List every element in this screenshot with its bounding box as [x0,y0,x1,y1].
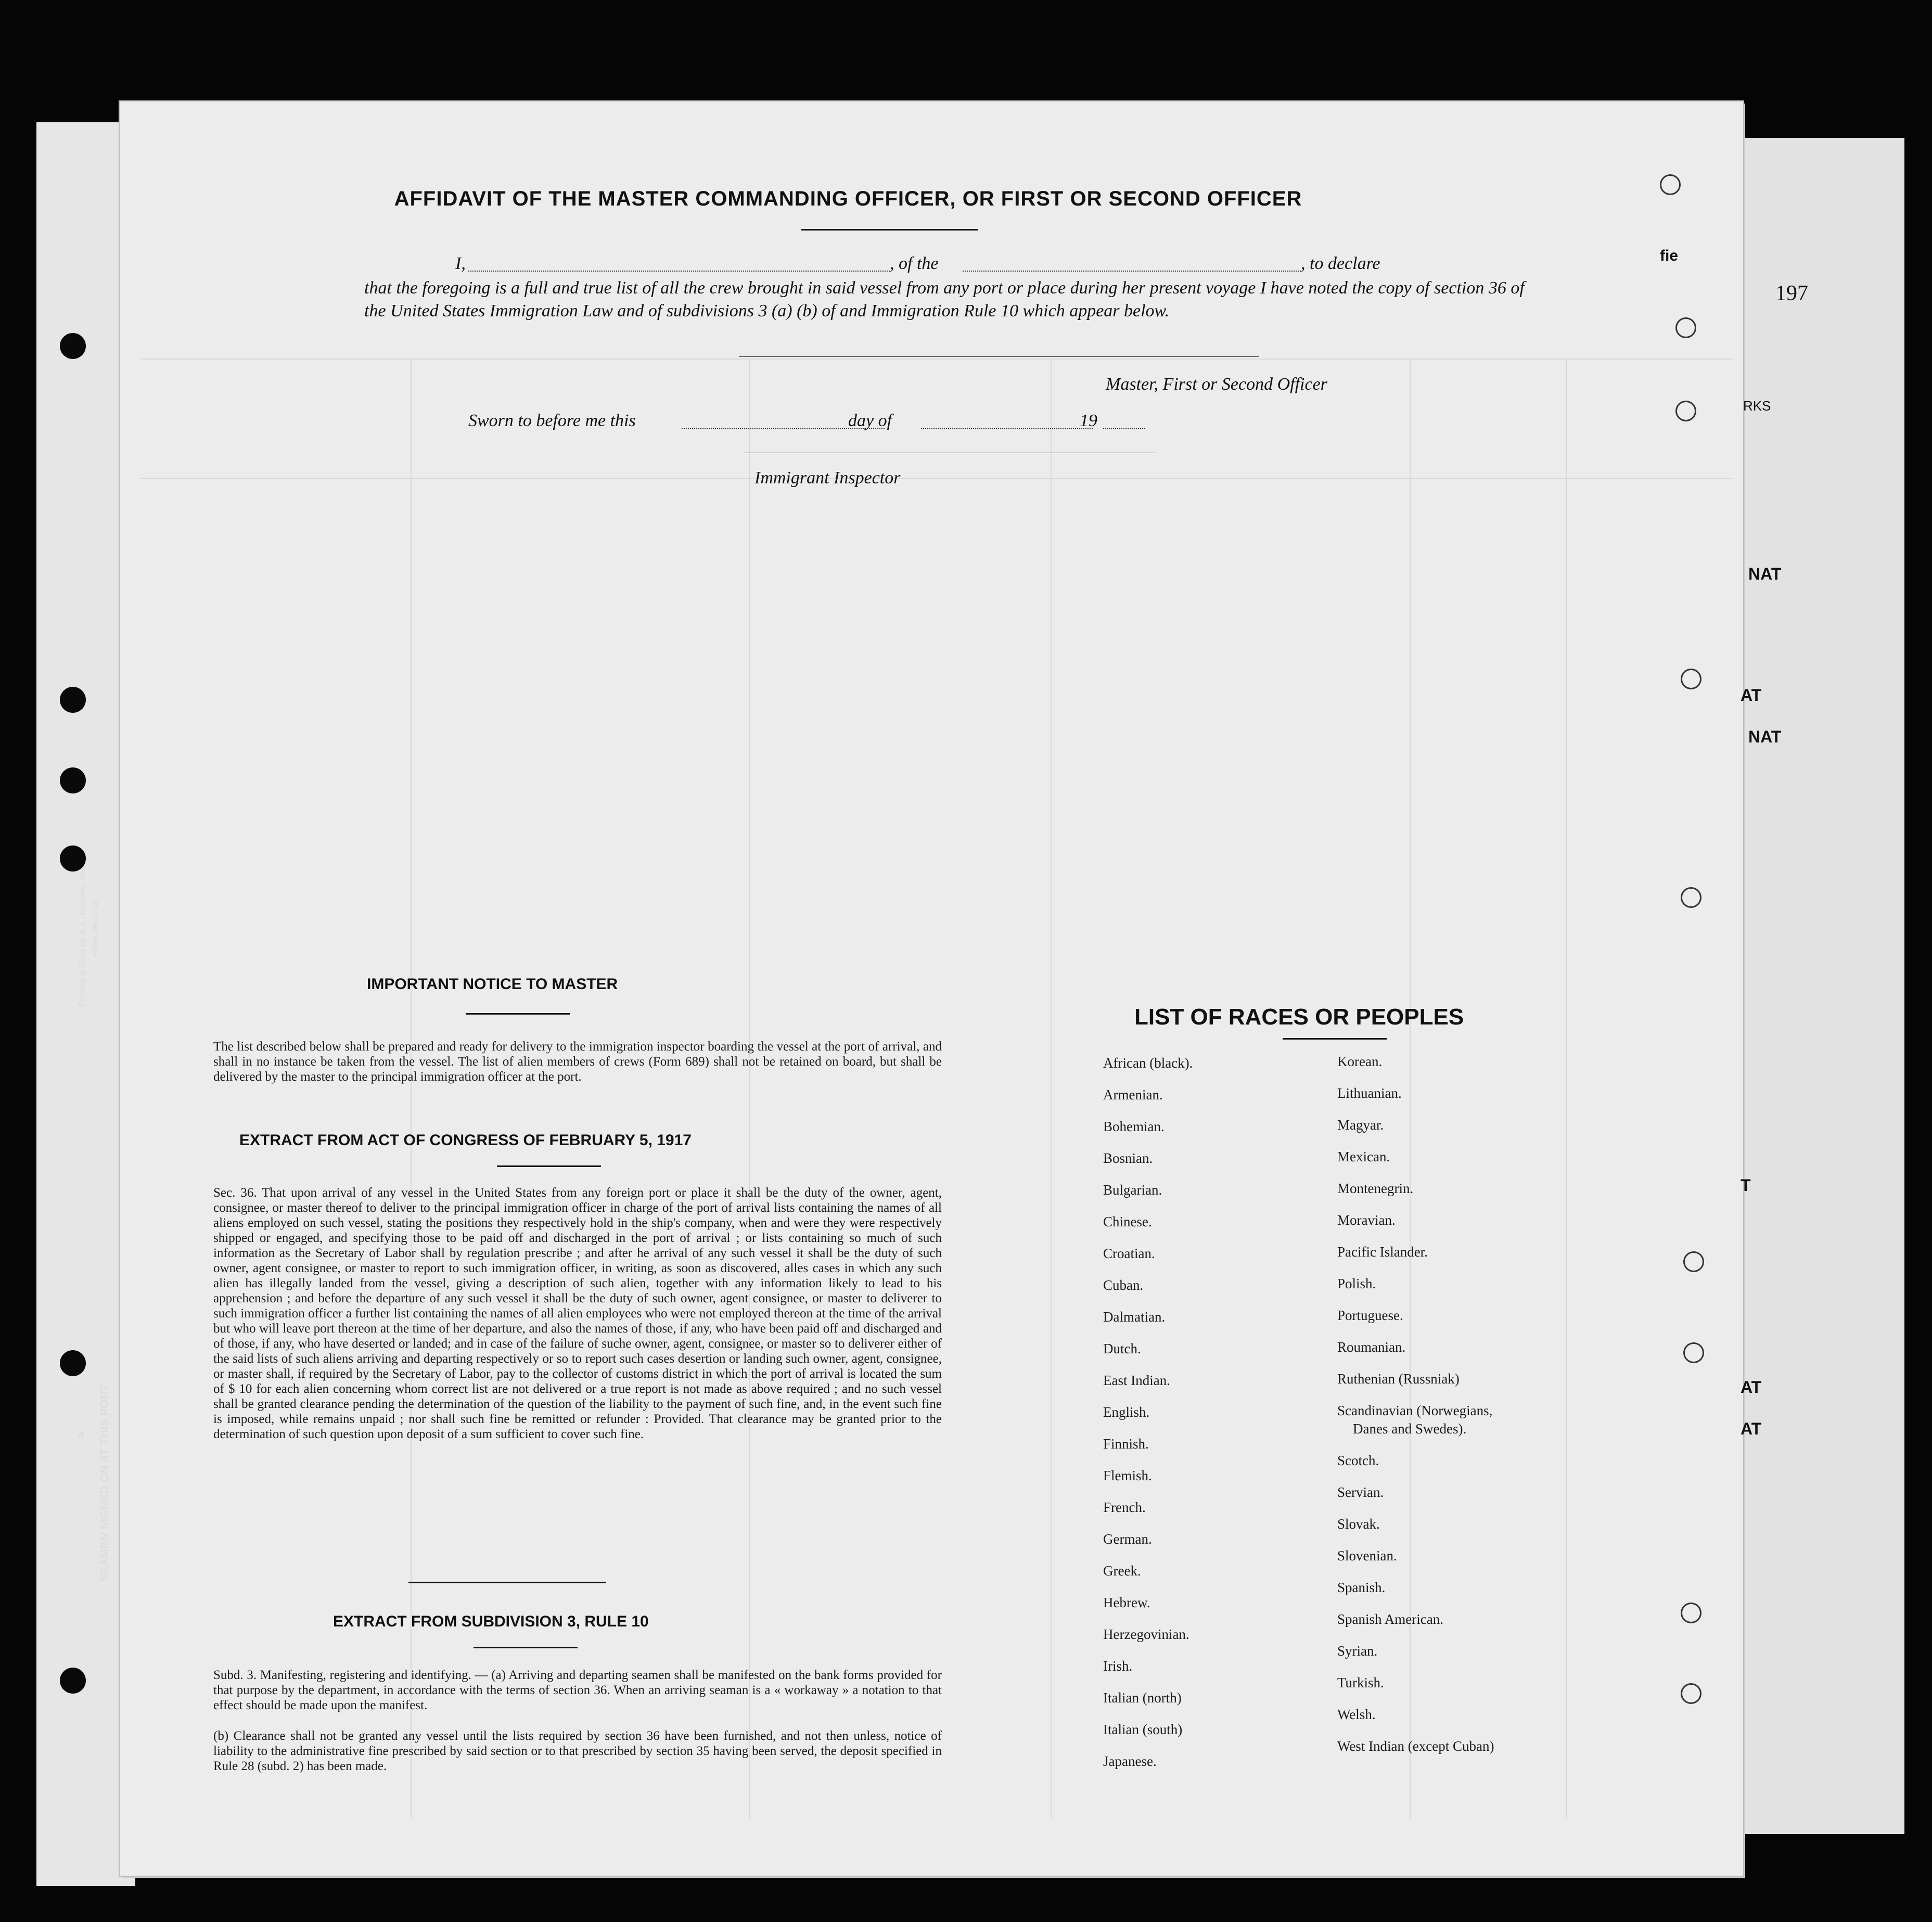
race-item: East Indian. [1103,1373,1170,1388]
race-item: Chinese. [1103,1214,1152,1229]
binder-hole [60,1350,86,1376]
binder-hole [60,1668,86,1694]
printer-imprint: Printed & Sold by A. L. Russell, Inc. [78,866,87,1007]
edge-fragment: AT [1741,1378,1762,1396]
race-item: Pacific Islander. [1337,1244,1428,1260]
race-item: Danes and Swedes). [1353,1421,1467,1437]
race-item: English. [1103,1404,1150,1420]
race-item: Spanish. [1337,1580,1386,1595]
race-item: Bulgarian. [1103,1182,1162,1198]
race-item: Korean. [1337,1054,1383,1069]
race-item: Syrian. [1337,1643,1378,1659]
edge-fragment: NAT [1748,565,1782,583]
vessel-blank[interactable] [963,271,1301,272]
declaration-text: that the foregoing is a full and true list of all the crew brought in said vessel from any port or place during her present voyage I have noted the copy of section 36 of the United States Immigration Law and of subdivisions 3 (a) (b) of and Immigration Rule 10 which appear below. [364,278,1525,321]
race-item: Portuguese. [1337,1308,1403,1323]
edge-fragment: RKS [1743,398,1771,414]
races-title: LIST OF RACES OR PEOPLES [1134,1004,1464,1030]
name-blank[interactable] [468,271,890,272]
act-extract-text: Sec. 36. That upon arrival of any vessel in the United States from any foreign port or place it shall be the duty of the owner, agent, consignee, or master thereof to deliver to the principal immigration officer in charge of the port of arrival lists containing the names of all aliens employed on such vessel, stating the positions they respectively hold in the ship's company, when and were they were respectively shipped or engaged, and specifying those to be paid off and discharged in the port of arrival ; or lists containing so much of such information as the Secretary of Labor shall by regulation prescribe ; and after he arrival of any such vessel it shall be the duty of such owner, agent consignee, or master to report to such immigration officer, in writing, as soon as discovered, alles cases in which any such alien has illegally landed from the vessel, giving a description of such alien, together with any information likely to lead to his apprehension ; and before the departure of any such vessel it shall be the duty of such owner, agent consignee, or master to deliverer to such immigration officer a further list containing the names of all alien employees who were not employed thereon at the time of the arrival but who will leave port thereon at the time of her departure, and also the names of those, if any, who have been paid off and discharged and of those, if any, who have deserted or landed; and in case of the failure of suche owner, agent, consignee, or master so to deliverer either of the said lists of such aliens arriving and departing respectively or so to report such cases desertion or landing such owner, agent, consignee, or master shall, if required by the Secretary of Labor, pay to the collector of customs district in which the port of arrival is located the sum of $ 10 for each alien concerning whom correct list are not delivered or a true report is not made as above required ; and no such vessel shall be granted clearance pending the determination of the question of the liability to the payment of such fine, and, in the event such fine is imposed, while remains unpaid ; nor shall such fine be remitted or refunder : Provided. That clearance may be granted prior to the determination of such question upon deposit of a sum sufficient to cover such fine. [213,1186,942,1441]
binder-hole [60,333,86,359]
race-item: Flemish. [1103,1468,1152,1483]
race-item: French. [1103,1500,1146,1515]
race-item: Hebrew. [1103,1595,1150,1610]
race-item: Bohemian. [1103,1119,1165,1134]
race-item: Polish. [1337,1276,1376,1291]
seamen-stamp: SEAMEN SIGNED ON AT THIS PORT [98,1383,111,1582]
ring-hole [1681,669,1701,689]
side-number: 4 [78,1428,85,1441]
binder-hole [60,767,86,793]
race-item: Moravian. [1337,1212,1396,1228]
race-item: Scotch. [1337,1453,1379,1468]
race-item: Lithuanian. [1337,1085,1402,1101]
race-item: Ruthenian (Russniak) [1337,1371,1460,1387]
i-label: I, [455,254,466,273]
notice-text: The list described below shall be prepared and ready for delivery to the immigration inspector boarding the vessel at the port of arrival, and shall in no instance be taken from the vessel. The list of alien members of crews (Form 689) shall not be retained on board, but shall be delivered by the master to the principal immigration officer at the port. [213,1040,942,1084]
ring-hole [1675,401,1696,421]
race-item: Dutch. [1103,1341,1141,1356]
race-item: Scandinavian (Norwegians, [1337,1403,1493,1418]
race-item: German. [1103,1531,1152,1547]
race-item: Turkish. [1337,1675,1384,1690]
page-number: 197 [1775,281,1808,305]
ring-hole [1683,1342,1704,1363]
ring-hole [1660,174,1681,195]
race-item: African (black). [1103,1055,1193,1071]
race-item: Croatian. [1103,1246,1155,1261]
race-item: Slovak. [1337,1516,1380,1532]
sworn-year-blank[interactable] [1103,428,1145,429]
rule-underline [474,1647,578,1648]
underlying-sheet-right [1717,138,1904,1834]
race-item: Italian (north) [1103,1690,1182,1706]
race-item: Magyar. [1337,1117,1384,1133]
sworn-label: Sworn to before me this [468,411,636,430]
ring-hole [1675,317,1696,338]
race-item: Servian. [1337,1484,1384,1500]
race-item: Montenegrin. [1337,1181,1414,1196]
race-item: Finnish. [1103,1436,1149,1452]
race-item: Spanish American. [1337,1611,1443,1627]
race-item: Herzegovinian. [1103,1626,1189,1642]
edge-fragment: AT [1741,686,1762,704]
notice-title: IMPORTANT NOTICE TO MASTER [367,976,618,993]
of-the-label: , of the [890,254,939,273]
act-underline [497,1165,601,1167]
race-item: Bosnian. [1103,1150,1153,1166]
race-item: Dalmatian. [1103,1309,1166,1325]
year-label: 19 [1080,411,1097,430]
rule-extract-title: EXTRACT FROM SUBDIVISION 3, RULE 10 [333,1613,649,1630]
signature-label: Master, First or Second Officer [1106,375,1327,394]
sworn-month-blank[interactable] [921,428,1093,429]
rule-extract-text-a: Subd. 3. Manifesting, registering and identifying. — (a) Arriving and departing seamen shall be manifested on the bank forms provided for that purpose by the department, in accordance with the terms of section 36. When an arriving seaman is a « workaway » a notation to that effect should be made upon the manifest. [213,1668,942,1712]
day-of-label: day of [848,411,892,430]
inspector-label: Immigrant Inspector [754,468,901,488]
race-item: Cuban. [1103,1277,1144,1293]
race-item: West Indian (except Cuban) [1337,1738,1494,1754]
edge-fragment: fie [1660,247,1679,264]
ring-hole [1681,1603,1701,1623]
edge-fragment: AT [1741,1419,1762,1438]
edge-fragment: NAT [1748,727,1782,746]
notice-underline [466,1013,570,1015]
race-item: Greek. [1103,1563,1141,1579]
race-item: Irish. [1103,1658,1133,1674]
affidavit-title: AFFIDAVIT OF THE MASTER COMMANDING OFFICER, OR FIRST OR SECOND OFFICER [394,187,1302,210]
race-item: Slovenian. [1337,1548,1397,1564]
form-number: FORM 689 10-32 [91,901,99,957]
race-item: Roumanian. [1337,1339,1406,1355]
race-item: Mexican. [1337,1149,1390,1164]
rule-extract-text-b: (b) Clearance shall not be granted any vessel until the lists required by section 36 have been furnished, and not then unless, notice of liability to the administrative fine prescribed by said section or to that prescribed by section 35 having been served, the deposit specified in Rule 28 (subd. 2) has been made. [213,1729,942,1773]
title-underline [801,229,978,230]
to-declare-label: , to declare [1301,254,1380,273]
act-extract-title: EXTRACT FROM ACT OF CONGRESS OF FEBRUARY 5, 1917 [239,1132,692,1149]
edge-fragment: T [1741,1176,1751,1195]
binder-hole [60,687,86,713]
signature-line[interactable] [739,356,1259,357]
ring-hole [1683,1251,1704,1272]
ring-hole [1681,887,1701,908]
races-underline [1283,1038,1387,1040]
race-item: Japanese. [1103,1753,1157,1769]
bleed-through-grid [120,101,1743,1876]
act-end-rule [408,1582,606,1583]
race-item: Armenian. [1103,1087,1163,1103]
race-item: Italian (south) [1103,1722,1183,1737]
race-item: Welsh. [1337,1707,1376,1722]
ring-hole [1681,1683,1701,1704]
